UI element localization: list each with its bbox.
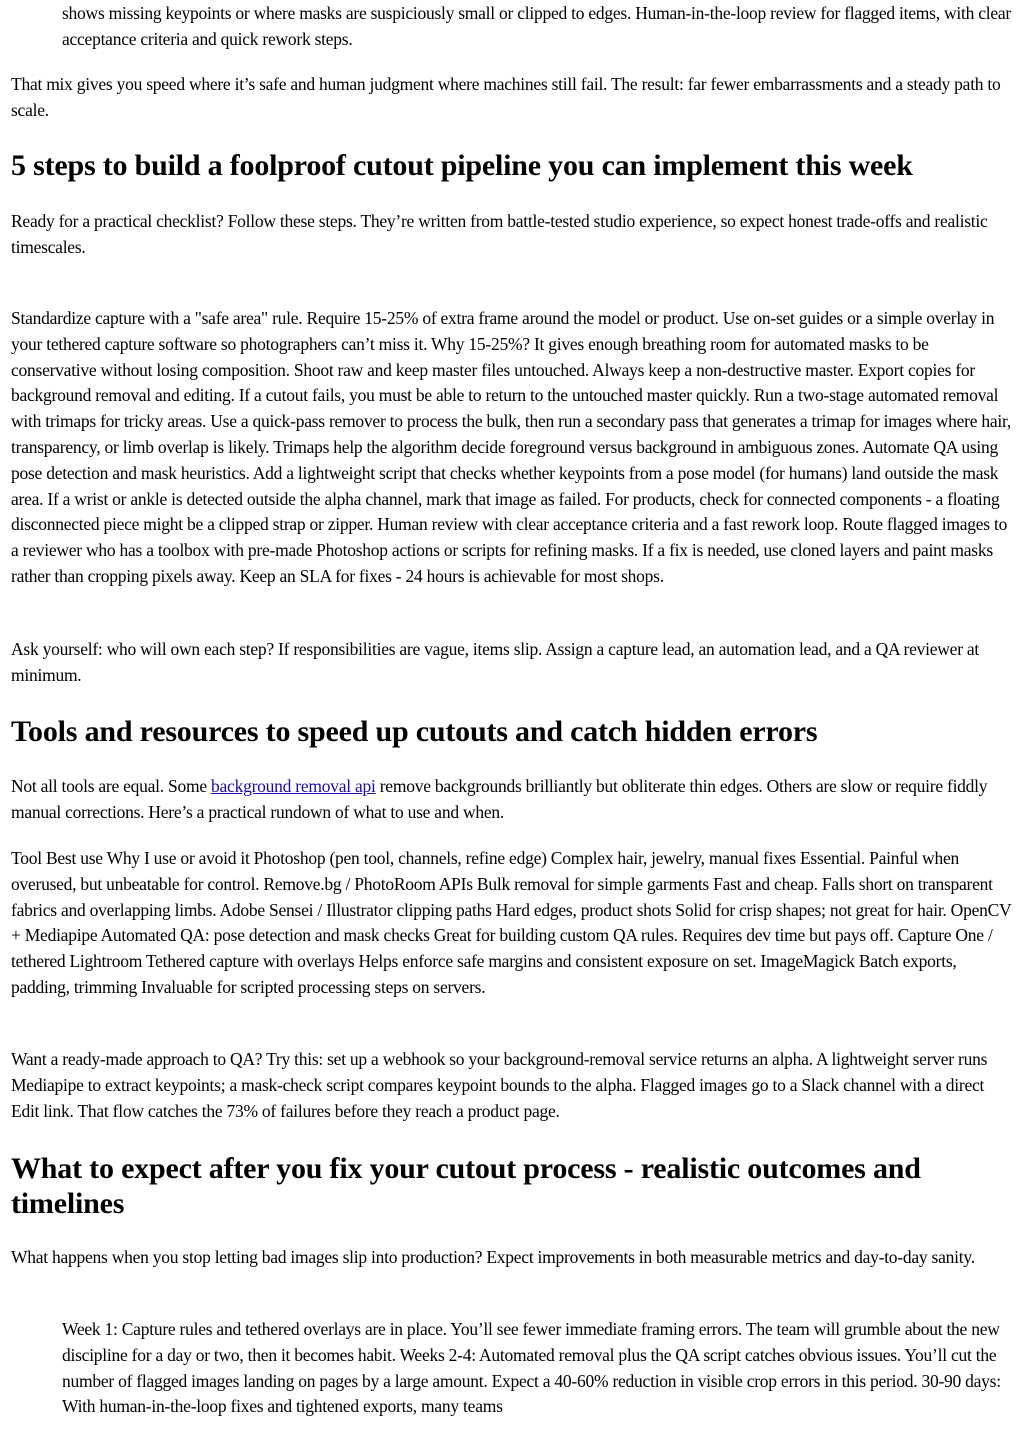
tools-heading: Tools and resources to speed up cutouts and catch hidden errors xyxy=(11,715,818,748)
steps-intro-paragraph: Ready for a practical checklist? Follow these steps. They’re written from battle-tested studio experience, so expect honest trade-offs and realistic timescales. xyxy=(11,211,988,257)
steps-heading: 5 steps to build a foolproof cutout pipeline you can implement this week xyxy=(11,149,913,182)
tools-intro-text-before: Not all tools are equal. Some xyxy=(11,776,212,796)
steps-list-paragraph: Standardize capture with a "safe area" rule. Require 15-25% of extra frame around the model or product. Use on-set guides or a simple overlay in your tethered capture software so photographers can’t miss it. Why 15-25%? It gives enough breathing room for automated masks to be conservative without losing composition. Shoot raw and keep master files untouched. Always keep a non-destructive master. Export copies for background removal and editing. If a cutout fails, you must be able to return to the untouched master quickly. Run a two-stage automated removal with trimaps for tricky areas. Use a quick-pass remover to process the bulk, then run a secondary pass that generates a trimap for images where hair, transparency, or limb overlap is likely. Trimaps help the algorithm decide foreground versus background in ambiguous zones. Automate QA using pose detection and mask heuristics. Add a lightweight script that checks whether keypoints from a pose model (for humans) land outside the mask area. If a wrist or ankle is detected outside the alpha channel, mark that image as failed. For products, check for connected components - a floating disconnected piece might be a clipped strap or zipper. Human review with clear acceptance criteria and a fast rework loop. Route flagged images to a reviewer who has a toolbox with pre-made Photoshop actions or scripts for refining masks. If a fix is needed, use cloned layers and paint masks rather than cropping pixels away. Keep an SLA for fixes - 24 hours is achievable for most shops. xyxy=(11,308,1012,586)
intro-summary-paragraph: That mix gives you speed where it’s safe and human judgment where machines still fail. The result: far fewer embarrassments and a steady path to scale. xyxy=(11,74,1001,120)
intro-list-continuation: shows missing keypoints or where masks are suspiciously small or clipped to edges. Human-in-the-loop review for flagged items, with clear acceptance criteria and quick rework steps. xyxy=(62,3,1011,49)
qa-approach-paragraph: Want a ready-made approach to QA? Try this: set up a webhook so your background-removal service returns an alpha. A lightweight server runs Mediapipe to extract keypoints; a mask-check script compares keypoint bounds to the alpha. Flagged images go to a Slack channel with a direct Edit link. That flow catches the 73% of failures before they reach a product page. xyxy=(11,1049,988,1121)
timeline-list-paragraph: Week 1: Capture rules and tethered overlays are in place. You’ll see fewer immediate framing errors. The team will grumble about the new discipline for a day or two, then it becomes habit. Weeks 2-4: Automated removal plus the QA script catches obvious issues. You’ll cut the number of flagged images landing on pages by a large amount. Expect a 40-60% reduction in visible crop errors in this period. 30-90 days: With human-in-the-loop fixes and tightened exports, many teams xyxy=(62,1319,1001,1417)
outcomes-heading: What to expect after you fix your cutout process - realistic outcomes and timelines xyxy=(11,1152,921,1220)
outcomes-intro-paragraph: What happens when you stop letting bad images slip into production? Expect improvements in both measurable metrics and day-to-day sanity. xyxy=(11,1247,975,1267)
tools-table-text: Tool Best use Why I use or avoid it Photoshop (pen tool, channels, refine edge) Complex hair, jewelry, manual fixes Essential. Painful when overused, but unbeatable for control. Remove.bg / PhotoRoom APIs Bulk removal for simple garments Fast and cheap. Falls short on transparent fabrics and overlapping limbs. Adobe Sensei / Illustrator clipping paths Hard edges, product shots Solid for crisp shapes; not great for hair. OpenCV + Mediapipe Automated QA: pose detection and mask checks Great for building custom QA rules. Requires dev time but pays off. Capture One / tethered Lightroom Tethered capture with overlays Helps enforce safe margins and consistent exposure on set. ImageMagick Batch exports, padding, trimming Invaluable for scripted processing steps on servers. xyxy=(11,848,1012,997)
ownership-paragraph: Ask yourself: who will own each step? If responsibilities are vague, items slip. Assign a capture lead, an automation lead, and a QA reviewer at minimum. xyxy=(11,639,980,685)
tools-intro-text-after: remove backgrounds brilliantly but obliterate thin edges. Others are slow or require fiddly manual corrections. Here’s a practical rundown of what to use and when. xyxy=(11,776,988,822)
tools-intro-paragraph xyxy=(11,774,1014,826)
background-removal-api-link[interactable]: background removal api xyxy=(211,776,376,796)
